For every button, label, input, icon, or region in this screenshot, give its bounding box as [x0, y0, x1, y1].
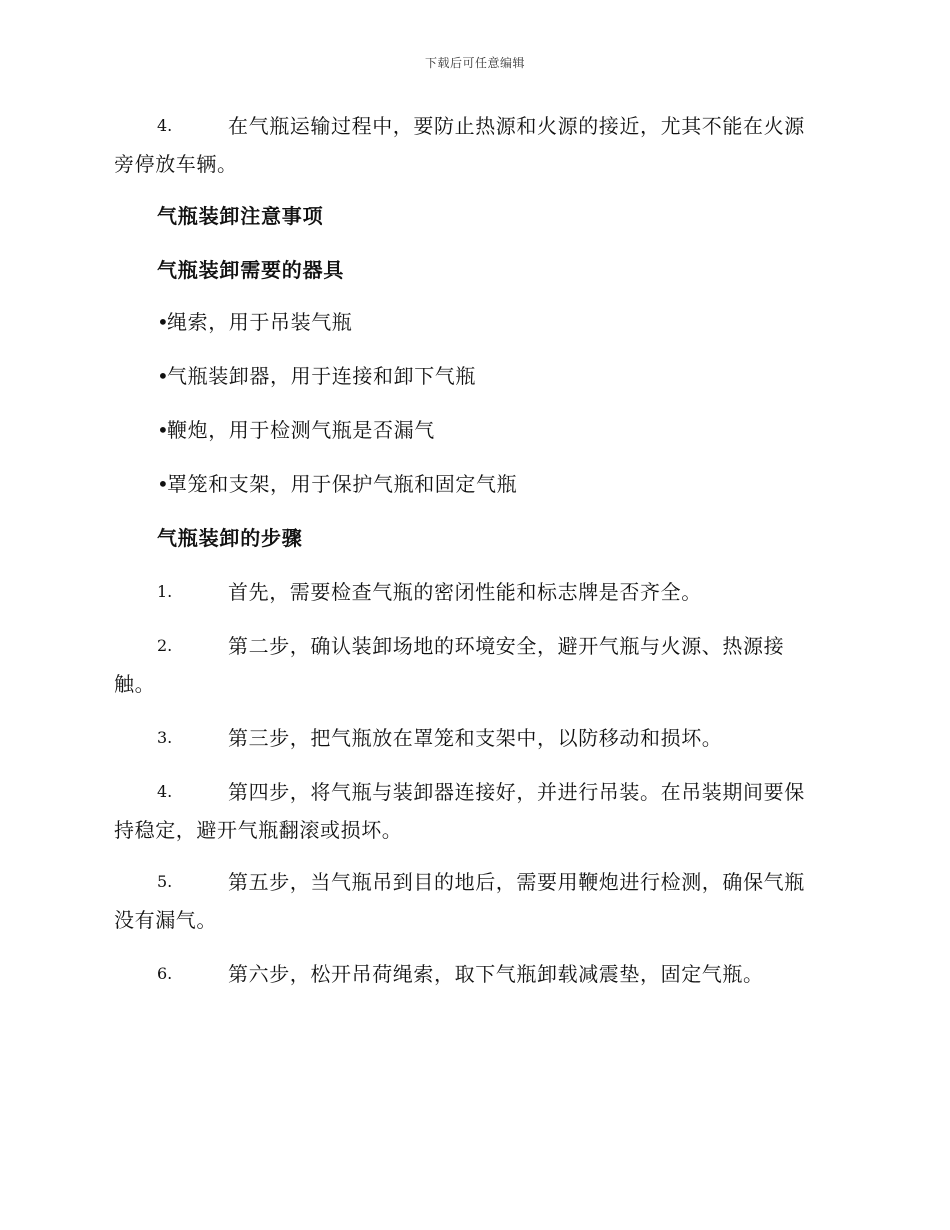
equipment-item — [157, 411, 435, 449]
step-line-1: 首先，需要检查气瓶的密闭性能和标志牌是否齐全。 — [228, 580, 702, 604]
equipment-item — [157, 303, 352, 341]
equipment-item — [157, 465, 517, 503]
equipment-title: 气瓶装卸需要的器具 — [157, 258, 345, 282]
step-line-2: 没有漏气。 — [114, 908, 217, 932]
step-number: 1. — [157, 582, 173, 601]
section-title: 气瓶装卸注意事项 — [157, 204, 324, 228]
step-line-1: 第四步，将气瓶与装卸器连接好，并进行吊装。在吊装期间要保 — [228, 780, 805, 804]
equipment-item-text: 气瓶装卸器，用于连接和卸下气瓶 — [167, 364, 476, 388]
equipment-item-text: 绳索，用于吊装气瓶 — [167, 310, 353, 334]
step-line-1: 第三步，把气瓶放在罩笼和支架中，以防移动和损坏。 — [228, 726, 723, 750]
equipment-item-text: 鞭炮，用于检测气瓶是否漏气 — [167, 418, 435, 442]
step-number: 6. — [157, 964, 173, 983]
step-number: 3. — [157, 728, 173, 747]
step-line-1: 第二步，确认装卸场地的环境安全，避开气瓶与火源、热源接 — [228, 634, 785, 658]
equipment-item-text: 罩笼和支架，用于保护气瓶和固定气瓶 — [167, 472, 518, 496]
bullet-icon: • — [157, 364, 170, 388]
bullet-icon: • — [157, 472, 170, 496]
equipment-item — [157, 357, 476, 395]
steps-title: 气瓶装卸的步骤 — [157, 526, 303, 550]
step-line-2: 触。 — [114, 672, 156, 696]
step-line-1: 第五步，当气瓶吊到目的地后，需要用鞭炮进行检测，确保气瓶 — [228, 870, 805, 894]
step-number: 4. — [157, 782, 173, 801]
page-header: 下载后可任意编辑 — [424, 56, 525, 70]
step-number: 2. — [157, 636, 173, 655]
intro-item-line-2: 旁停放车辆。 — [114, 152, 238, 176]
step-line-1: 第六步，松开吊荷绳索，取下气瓶卸载减震垫，固定气瓶。 — [228, 962, 764, 986]
step-number: 5. — [157, 872, 173, 891]
intro-item-line-1: 在气瓶运输过程中，要防止热源和火源的接近，尤其不能在火源 — [228, 114, 805, 138]
bullet-icon: • — [157, 310, 170, 334]
bullet-icon: • — [157, 418, 170, 442]
step-line-2: 持稳定，避开气瓶翻滚或损坏。 — [114, 818, 403, 842]
intro-item-number: 4. — [157, 116, 173, 135]
